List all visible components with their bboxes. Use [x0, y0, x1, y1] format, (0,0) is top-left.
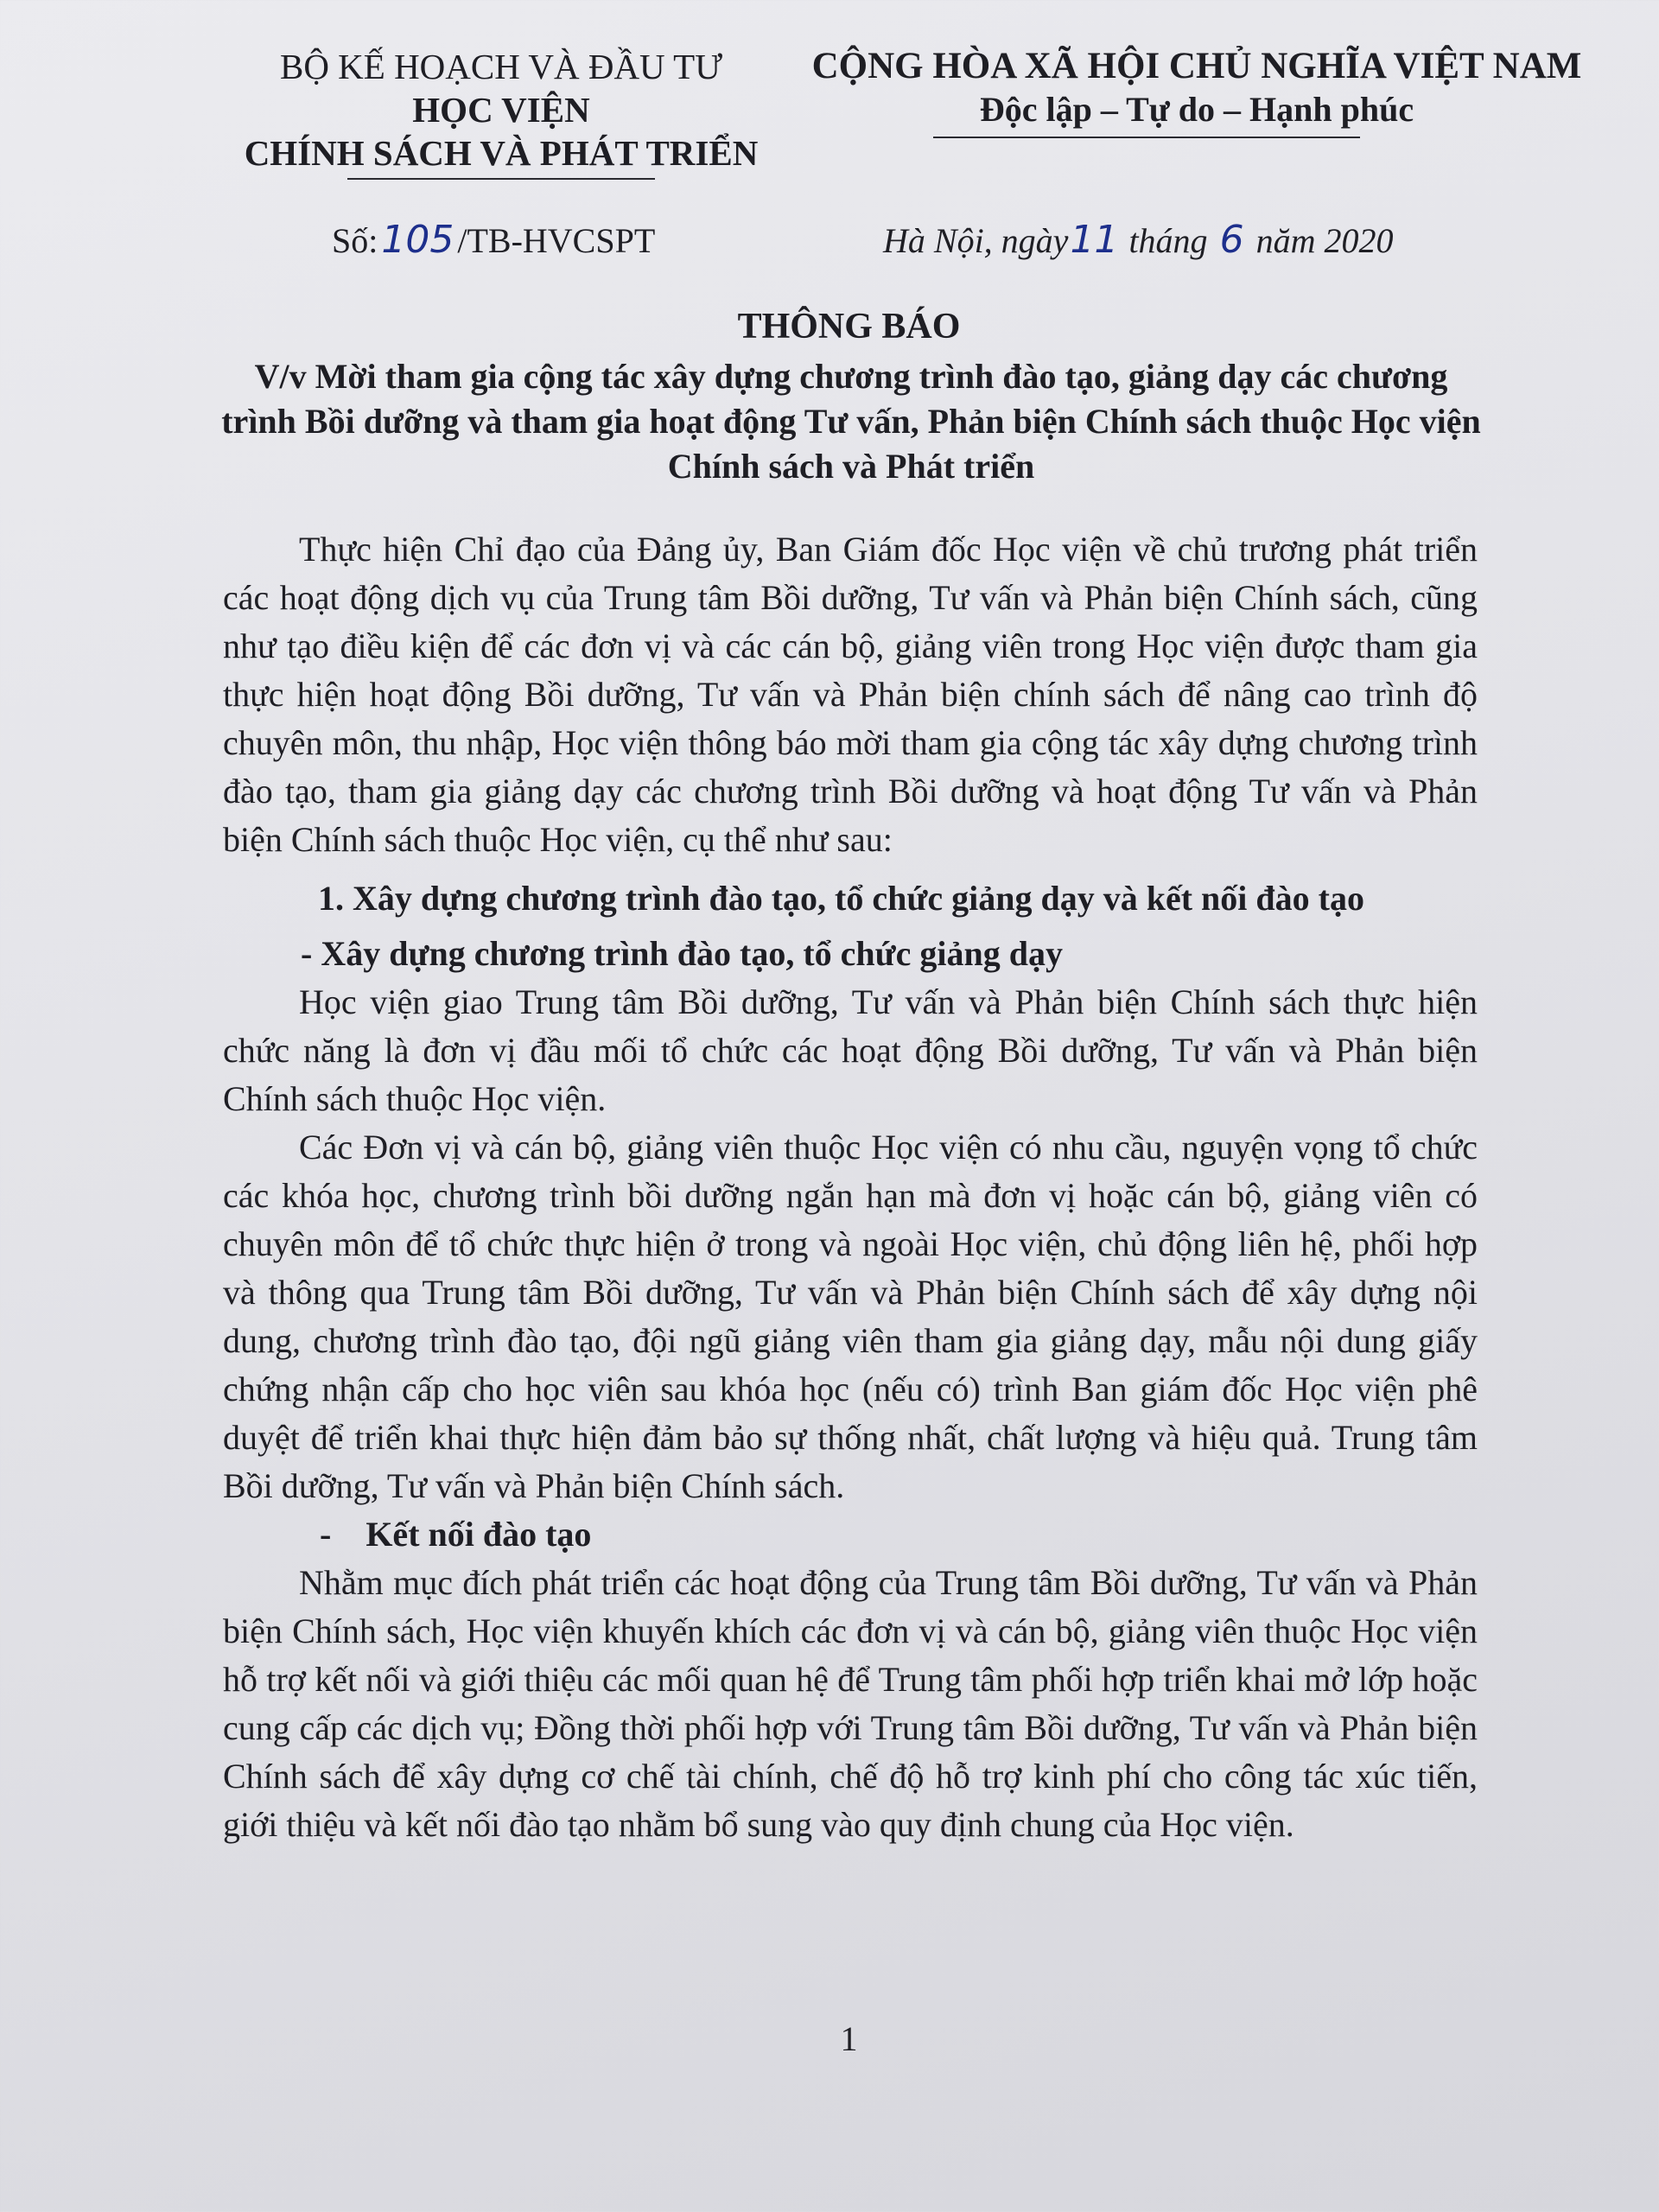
section-1-heading: 1. Xây dựng chương trình đào tạo, tổ chức giảng dạy và kết nối đào tạo [318, 879, 1364, 918]
notice-title: THÔNG BÁO [737, 307, 961, 346]
document-date [883, 218, 1393, 262]
doc-number-prefix: Số: [332, 221, 378, 260]
ministry-name: BỘ KẾ HOẠCH VÀ ĐẦU TƯ [279, 47, 723, 86]
notice-body [223, 525, 1478, 1849]
date-day-handwritten: 11 [1070, 218, 1119, 262]
subsection-connection-heading: - Kết nối đào tạo [320, 1515, 592, 1554]
date-month-label: tháng [1128, 221, 1208, 260]
republic-name: CỘNG HÒA XÃ HỘI CHỦ NGHĨA VIỆT NAM [811, 46, 1582, 86]
curriculum-paragraph-2: Các Đơn vị và cán bộ, giảng viên thuộc Học viện có nhu cầu, nguyện vọng tổ chức các khóa học, chương trình bồi dưỡng ngắn hạn mà đơn vị hoặc cán bộ, giảng viên có chuyên môn để tổ chức thực hiện ở trong và ngoài Học viện, chủ động liên hệ, phối hợp và thông qua Trung tâm Bồi dưỡng, Tư vấn và Phản biện Chính sách để xây dựng nội dung, chương trình đào tạo, đội ngũ giảng viên tham gia giảng dạy, mẫu nội dung giấy chứng nhận cấp cho học viên sau khóa học (nếu có) trình Ban giám đốc Học viện phê duyệt để triển khai thực hiện đảm bảo sự thống nhất, chất lượng và hiệu quả. Trung tâm Bồi dưỡng, Tư vấn và Phản biện Chính sách. [223, 1128, 1478, 1505]
subsection-curriculum-heading: - Xây dựng chương trình đào tạo, tổ chức giảng dạy [301, 934, 1064, 973]
date-year: năm 2020 [1255, 221, 1394, 260]
page-number: 1 [840, 2019, 858, 2058]
doc-number-handwritten: 105 [381, 218, 454, 262]
motto-underline [933, 137, 1360, 138]
national-motto: Độc lập – Tự do – Hạnh phúc [979, 90, 1414, 129]
date-month-handwritten: 6 [1219, 218, 1244, 262]
notice-subject: V/v Mời tham gia cộng tác xây dựng chương trình đào tạo, giảng dạy các chương trình Bồi dưỡng và tham gia hoạt động Tư vấn, Phản biện Chính sách thuộc Học viện Chính sách và Phát triển [221, 357, 1481, 486]
issuer-block [199, 45, 804, 175]
connection-paragraph: Nhằm mục đích phát triển các hoạt động của Trung tâm Bồi dưỡng, Tư vấn và Phản biện Chính sách, Học viện khuyến khích các đơn vị và cán bộ, giảng viên thuộc Học viện hỗ trợ kết nối và giới thiệu các mối quan hệ để Trung tâm phối hợp triển khai mở lớp hoặc cung cấp các dịch vụ; Đồng thời phối hợp với Trung tâm Bồi dưỡng, Tư vấn và Phản biện Chính sách để xây dựng cơ chế tài chính, chế độ hỗ trợ kinh phí cho công tác xúc tiến, giới thiệu và kết nối đào tạo nhằm bổ sung vào quy định chung của Học viện. [223, 1563, 1478, 1844]
national-header [760, 45, 1633, 131]
institution-name-line1: HỌC VIỆN [412, 90, 590, 130]
date-place: Hà Nội, ngày [883, 221, 1069, 260]
document-number [332, 218, 655, 262]
issuer-underline [347, 178, 655, 180]
intro-paragraph: Thực hiện Chỉ đạo của Đảng ủy, Ban Giám đốc Học viện về chủ trương phát triển các hoạt động dịch vụ của Trung tâm Bồi dưỡng, Tư vấn và Phản biện Chính sách, cũng như tạo điều kiện để các đơn vị và các cán bộ, giảng viên trong Học viện được tham gia thực hiện hoạt động Bồi dưỡng, Tư vấn và Phản biện chính sách để nâng cao trình độ chuyên môn, thu nhập, Học viện thông báo mời tham gia cộng tác xây dựng chương trình đào tạo, tham gia giảng dạy các chương trình Bồi dưỡng và hoạt động Tư vấn và Phản biện Chính sách thuộc Học viện, cụ thể như sau: [223, 530, 1478, 859]
curriculum-paragraph-1: Học viện giao Trung tâm Bồi dưỡng, Tư vấn và Phản biện Chính sách thực hiện chức năng là đơn vị đầu mối tổ chức các hoạt động Bồi dưỡng, Tư vấn và Phản biện Chính sách thuộc Học viện. [223, 982, 1478, 1118]
institution-name-line2: CHÍNH SÁCH VÀ PHÁT TRIỂN [244, 133, 759, 173]
doc-number-suffix: /TB-HVCSPT [457, 221, 656, 260]
